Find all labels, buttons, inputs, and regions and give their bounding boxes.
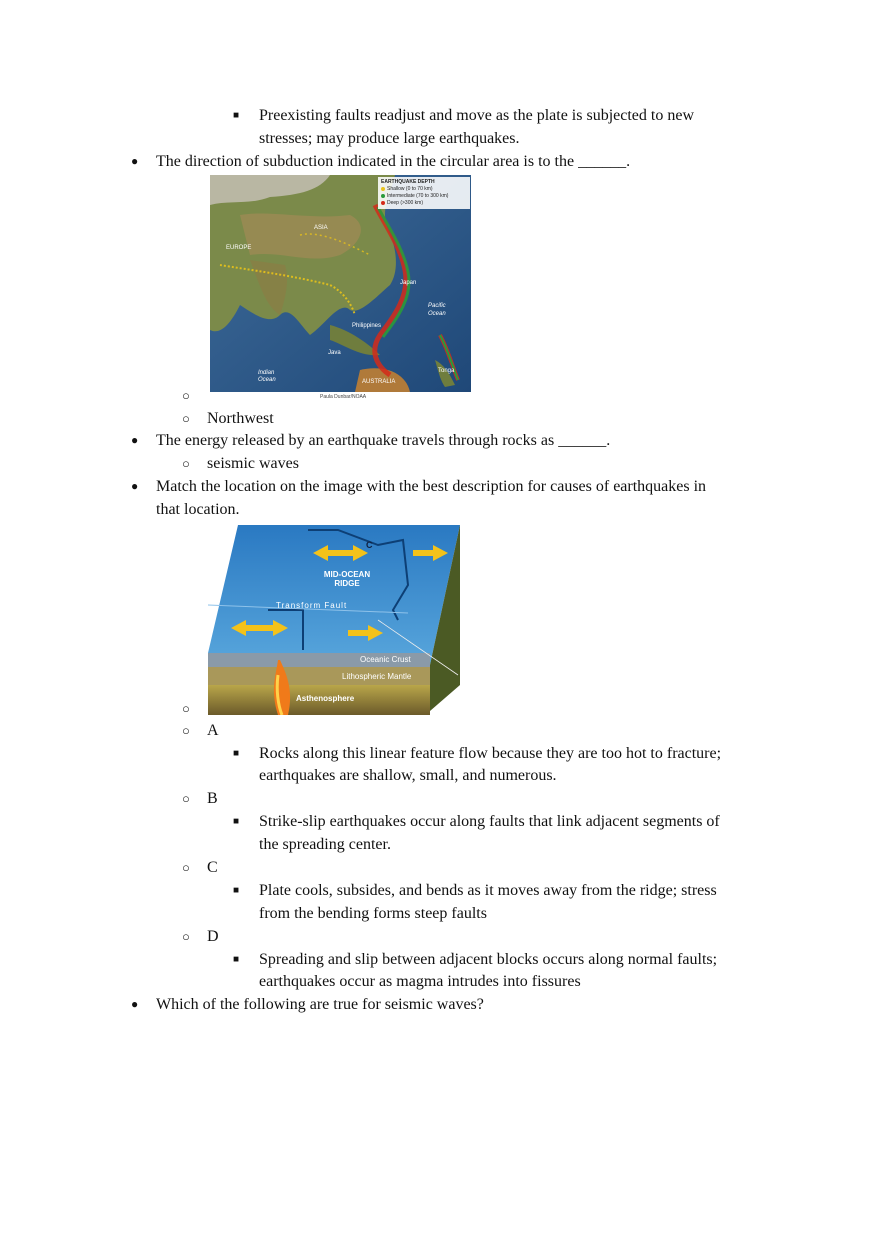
sub-item-text: Preexisting faults readjust and move as the plate is subjected to new [259,107,694,124]
question-match: Match the location on the image with the best description for causes of earthquakes in [156,478,707,495]
intermediate-dot-icon [381,194,385,198]
square-bullet: ■ [233,954,240,965]
mid-ocean-ridge-diagram [208,525,460,715]
option-b: B [207,790,218,807]
option-b-desc: Strike-slip earthquakes occur along faults that link adjacent segments of [259,813,720,830]
option-c: C [207,859,218,876]
option-b-desc-cont: the spreading center. [259,836,391,853]
map-credit: Paula Dunbar/NOAA [320,394,367,400]
ridge-label-mid-ocean: MID-OCEAN RIDGE [323,570,371,588]
bullet-dot: ● [131,154,139,168]
circle-bullet: ○ [182,723,190,738]
square-bullet: ■ [233,885,240,896]
map-label-indian: Indian [258,370,275,376]
square-bullet: ■ [233,110,240,121]
option-a-desc-cont: earthquakes are shallow, small, and numerous. [259,767,557,784]
map-label-europe: EUROPE [226,245,252,251]
circle-bullet: ○ [182,701,190,716]
bullet-dot: ● [131,479,139,493]
bullet-dot: ● [131,433,139,447]
map-label-indian-ocean: Ocean [258,377,276,383]
circle-bullet: ○ [182,456,190,471]
option-c-desc-cont: from the bending forms steep faults [259,905,487,922]
question-energy: The energy released by an earthquake travels through rocks as ______. [156,432,611,449]
map-label-pacific: Pacific [428,303,446,309]
map-label-australia: AUSTRALIA [362,379,396,385]
legend-deep: Deep (>300 km) [381,200,467,207]
map-label-japan: Japan [400,280,417,286]
option-d-desc: Spreading and slip between adjacent blocks occurs along normal faults; [259,951,718,968]
legend-intermediate: Intermediate (70 to 300 km) [381,193,467,200]
ridge-label-oceanic-crust: Oceanic Crust [360,655,411,664]
map-label-asia: ASIA [314,225,328,231]
circle-bullet: ○ [182,929,190,944]
ridge-label-lithospheric: Lithospheric Mantle [342,672,412,681]
square-bullet: ■ [233,748,240,759]
answer-direction: Northwest [207,410,274,427]
bullet-dot: ● [131,997,139,1011]
circle-bullet: ○ [182,791,190,806]
map-label-java: Java [328,350,341,356]
question-seismic: Which of the following are true for seismic waves? [156,996,484,1013]
circle-bullet: ○ [182,388,190,403]
question-direction: The direction of subduction indicated in the circular area is to the ______. [156,153,631,170]
option-d: D [207,928,219,945]
map-label-ocean: Ocean [428,311,446,317]
ridge-label-c: C [366,540,373,550]
answer-energy: seismic waves [207,455,299,472]
map-label-philippines: Philippines [352,323,382,329]
option-d-desc-cont: earthquakes occur as magma intrudes into fissures [259,973,581,990]
option-a: A [207,722,219,739]
ridge-label-asthenosphere: Asthenosphere [296,694,355,703]
map-legend [378,177,470,209]
question-match-cont: that location. [156,501,240,518]
deep-dot-icon [381,201,385,205]
legend-shallow: Shallow (0 to 70 km) [381,186,467,193]
square-bullet: ■ [233,816,240,827]
legend-title: EARTHQUAKE DEPTH [381,179,435,185]
shallow-dot-icon [381,187,385,191]
sub-item-text: stresses; may produce large earthquakes. [259,130,520,147]
ridge-graphic [208,525,460,715]
earthquake-depth-map [210,175,471,392]
map-label-tonga: Tonga [438,368,455,374]
option-a-desc: Rocks along this linear feature flow because they are too hot to fracture; [259,745,722,762]
option-c-desc: Plate cools, subsides, and bends as it moves away from the ridge; stress [259,882,717,899]
ridge-label-transform: Transform Fault [276,601,348,610]
circle-bullet: ○ [182,860,190,875]
circle-bullet: ○ [182,411,190,426]
